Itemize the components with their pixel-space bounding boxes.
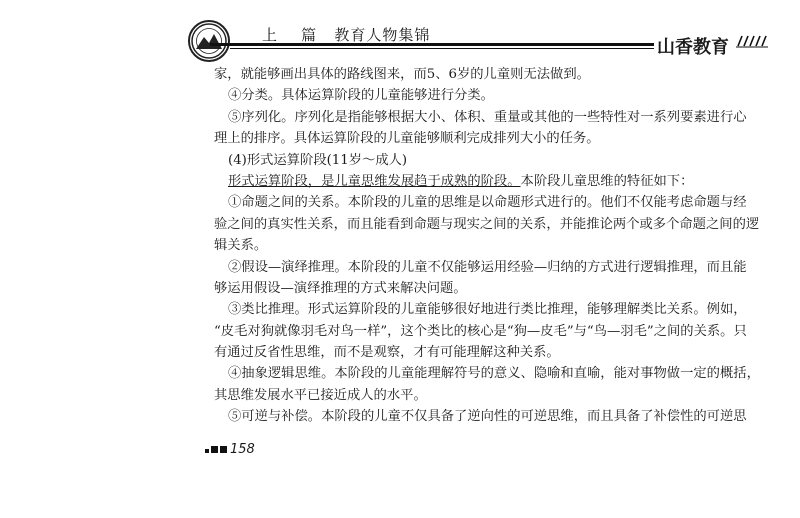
footer-decoration-icon [205,446,229,456]
text-line: (4)形式运算阶段(11岁～成人) [228,152,408,168]
text-line: 辑关系。 [214,238,268,254]
text-line: 够运用假设—演绎推理的方式来解决问题。 [214,280,467,296]
page-header [0,0,800,62]
text-line: 验之间的真实性关系，而且能看到命题与现实之间的关系，并能推论两个或多个命题之间的逻 [214,216,760,232]
text-line: ③类比推理。形式运算阶段的儿童能够很好地进行类比推理，能够理解类比关系。例如， [228,302,747,318]
text-line: ②假设—演绎推理。本阶段的儿童不仅能够运用经验—归纳的方式进行逻辑推理，而且能 [228,259,747,275]
brand-decoration-icon [735,32,769,48]
text-line: ④抽象逻辑思维。本阶段的儿童能理解符号的意义、隐喻和直喻，能对事物做一定的概括， [228,366,760,382]
text-line: ④分类。具体运算阶段的儿童能够进行分类。 [228,88,494,104]
line-rest: 本阶段儿童思维的特征如下： [520,173,694,189]
header-title [262,24,430,45]
text-line: “皮毛对狗就像羽毛对鸟一样”，这个类比的核心是“狗—皮毛”与“鸟—羽毛”之间的关系。只 [214,323,747,339]
page-number: 158 [230,442,255,457]
page-body-text [214,64,774,428]
text-line: 有通过反省性思维，而不是观察，才有可能理解这种关系。 [214,345,560,361]
text-line [214,171,774,192]
text-line: ⑤序列化。序列化是指能够根据大小、体积、重量或其他的一些特性对一系列要素进行心 [228,109,747,125]
text-line: ①命题之间的关系。本阶段的儿童的思维是以命题形式进行的。他们不仅能考虑命题与经 [228,195,747,211]
header-rule-thin [230,48,654,49]
text-line: 理上的排序。具体运算阶段的儿童能够顺利完成排列大小的任务。 [214,131,600,147]
header-chapter-title: 教育人物集锦 [334,26,431,44]
text-line: ⑤可逆与补偿。本阶段的儿童不仅具备了逆向性的可逆思维，而且具备了补偿性的可逆思 [228,409,747,425]
brand-name: 山香教育 [657,37,729,58]
publisher-logo [188,20,230,62]
mountain-emblem-icon [190,22,228,60]
text-line: 家，就能够画出具体的路线图来，而5、6岁的儿童则无法做到。 [214,67,590,82]
text-line: 其思维发展水平已接近成人的水平。 [214,387,427,403]
header-rule [210,43,654,46]
header-section: 上 篇 [262,26,318,44]
underlined-phrase: 形式运算阶段，是儿童思维发展趋于成熟的阶段。 [228,173,521,189]
